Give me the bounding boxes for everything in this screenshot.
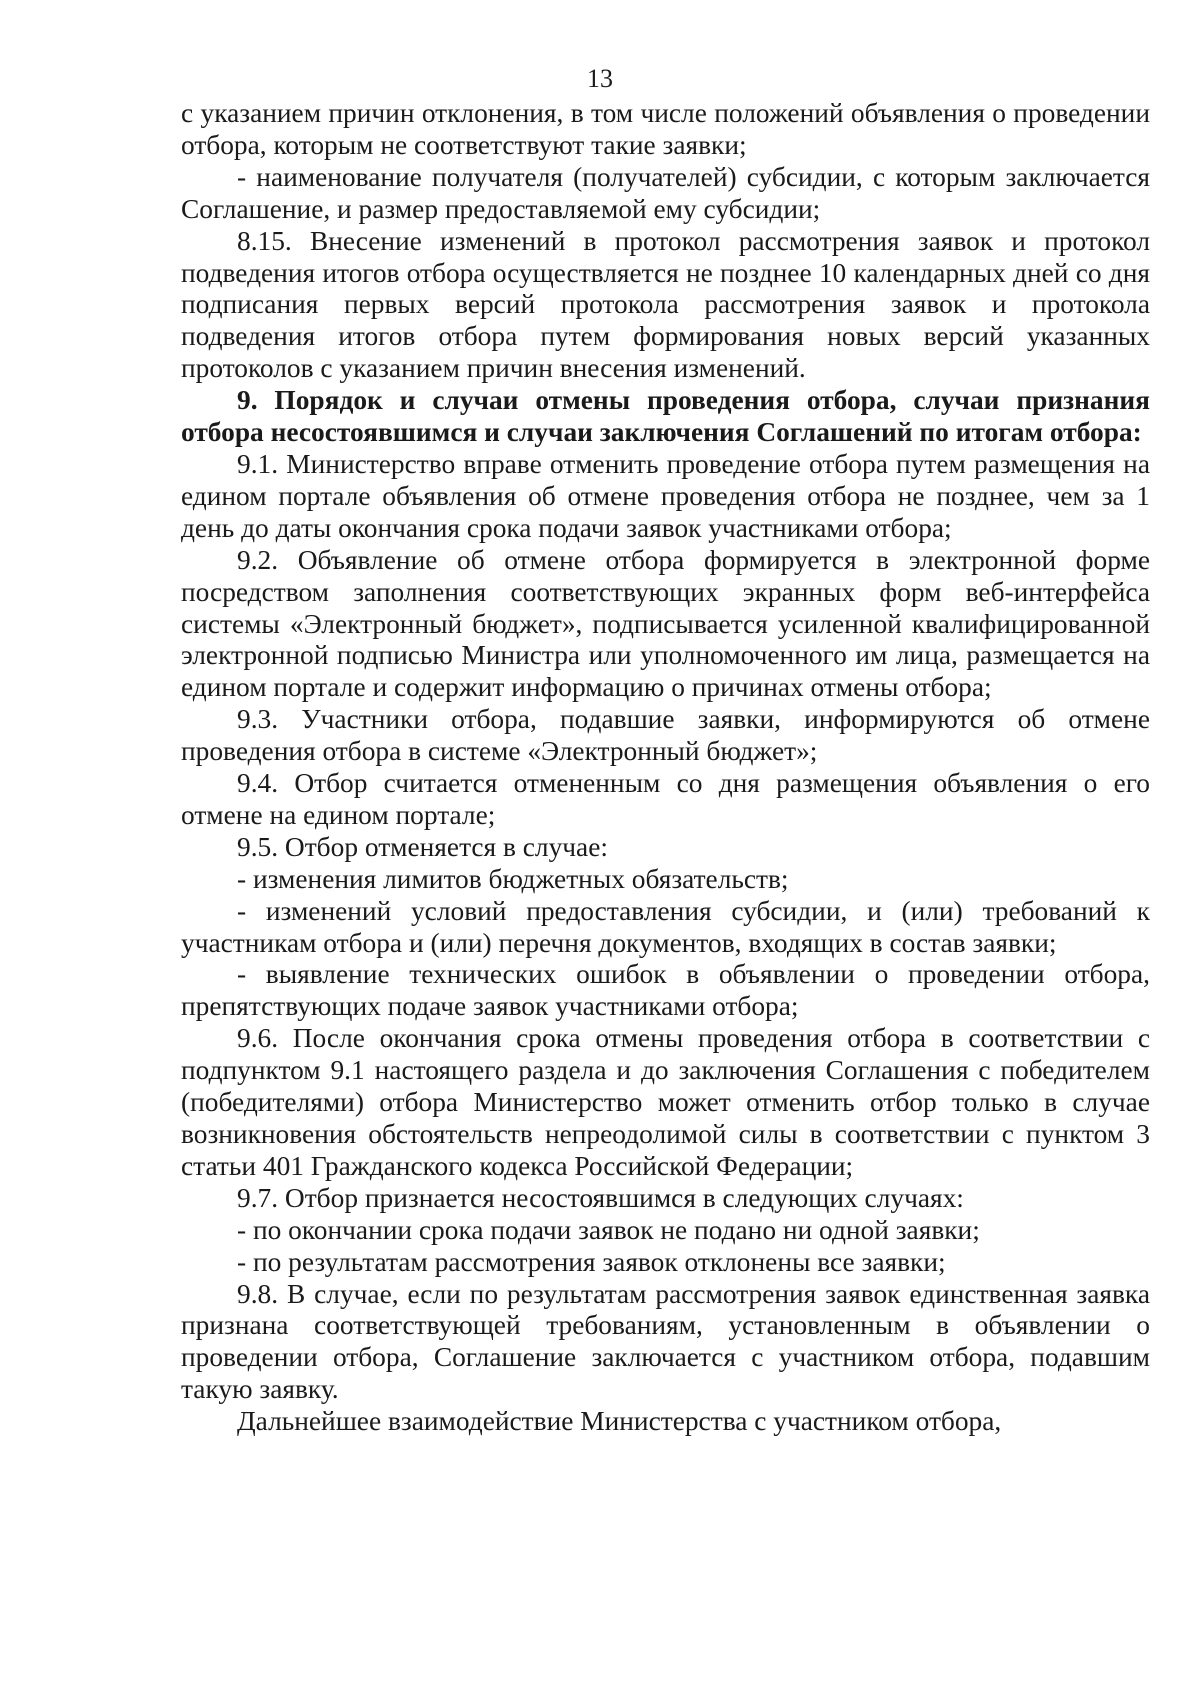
paragraph-9-4: 9.4. Отбор считается отмененным со дня размещения объявления о его отмене на едином портале; <box>181 768 1150 830</box>
paragraph-rejection-reasons: с указанием причин отклонения, в том числе положений объявления о проведении отбора, которым не соответствуют такие заявки; <box>181 98 1150 160</box>
document-body <box>181 98 1150 1438</box>
list-item-no-applications: - по окончании срока подачи заявок не подано ни одной заявки; <box>237 1214 980 1245</box>
paragraph-further-interaction: Дальнейшее взаимодействие Министерства с участником отбора, <box>237 1406 1002 1437</box>
paragraph-9-5: 9.5. Отбор отменяется в случае: <box>237 831 608 862</box>
paragraph-9-3: 9.3. Участники отбора, подавшие заявки, информируются об отмене проведения отбора в системе «Электронный бюджет»; <box>181 704 1150 767</box>
paragraph-9-6: 9.6. После окончания срока отмены проведения отбора в соответствии с подпунктом 9.1 настоящего раздела и до заключения Соглашения с победителем (победителями) отбора Министерство может отменить отбор только в случае возникновения обстоятельств непреодолимой силы в соответствии с пунктом 3 статьи 401 Гражданского кодекса Российской Федерации; <box>181 1023 1150 1181</box>
page-number: 13 <box>587 64 613 93</box>
paragraph-9-8: 9.8. В случае, если по результатам рассмотрения заявок единственная заявка признана соответствующей требованиям, установленным в объявлении о проведении отбора, Соглашение заключается с участником отбора, подавшим такую заявку. <box>181 1278 1150 1405</box>
paragraph-9-2: 9.2. Объявление об отмене отбора формируется в электронной форме посредством заполнения соответствующих экранных форм веб-интерфейса системы «Электронный бюджет», подписывается усиленной квалифицированной электронной подписью Министра или уполномоченного им лица, размещается на едином портале и содержит информацию о причинах отмены отбора; <box>181 544 1150 703</box>
section-9-heading: 9. Порядок и случаи отмены проведения отбора, случаи признания отбора несостоявшимся и случаи заключения Соглашений по итогам отбора: <box>181 385 1150 448</box>
paragraph-recipient-name: - наименование получателя (получателей) субсидии, с которым заключается Соглашение, и размер предоставляемой ему субсидии; <box>181 161 1150 224</box>
list-item-budget-limits: - изменения лимитов бюджетных обязательств; <box>237 863 789 894</box>
paragraph-9-7: 9.7. Отбор признается несостоявшимся в следующих случаях: <box>237 1182 964 1213</box>
list-item-all-rejected: - по результатам рассмотрения заявок отклонены все заявки; <box>237 1246 946 1277</box>
list-item-technical-errors: - выявление технических ошибок в объявлении о проведении отбора, препятствующих подаче заявок участниками отбора; <box>181 959 1150 1022</box>
paragraph-9-1: 9.1. Министерство вправе отменить проведение отбора путем размещения на едином портале объявления об отмене проведения отбора не позднее, чем за 1 день до даты окончания срока подачи заявок участниками отбора; <box>181 448 1150 543</box>
list-item-conditions-change: - изменений условий предоставления субсидии, и (или) требований к участникам отбора и (или) перечня документов, входящих в состав заявки; <box>181 895 1150 958</box>
paragraph-8-15: 8.15. Внесение изменений в протокол рассмотрения заявок и протокол подведения итогов отбора осуществляется не позднее 10 календарных дней со дня подписания первых версий протокола рассмотрения заявок и протокола подведения итогов отбора путем формирования новых версий указанных протоколов с указанием причин внесения изменений. <box>181 225 1150 384</box>
